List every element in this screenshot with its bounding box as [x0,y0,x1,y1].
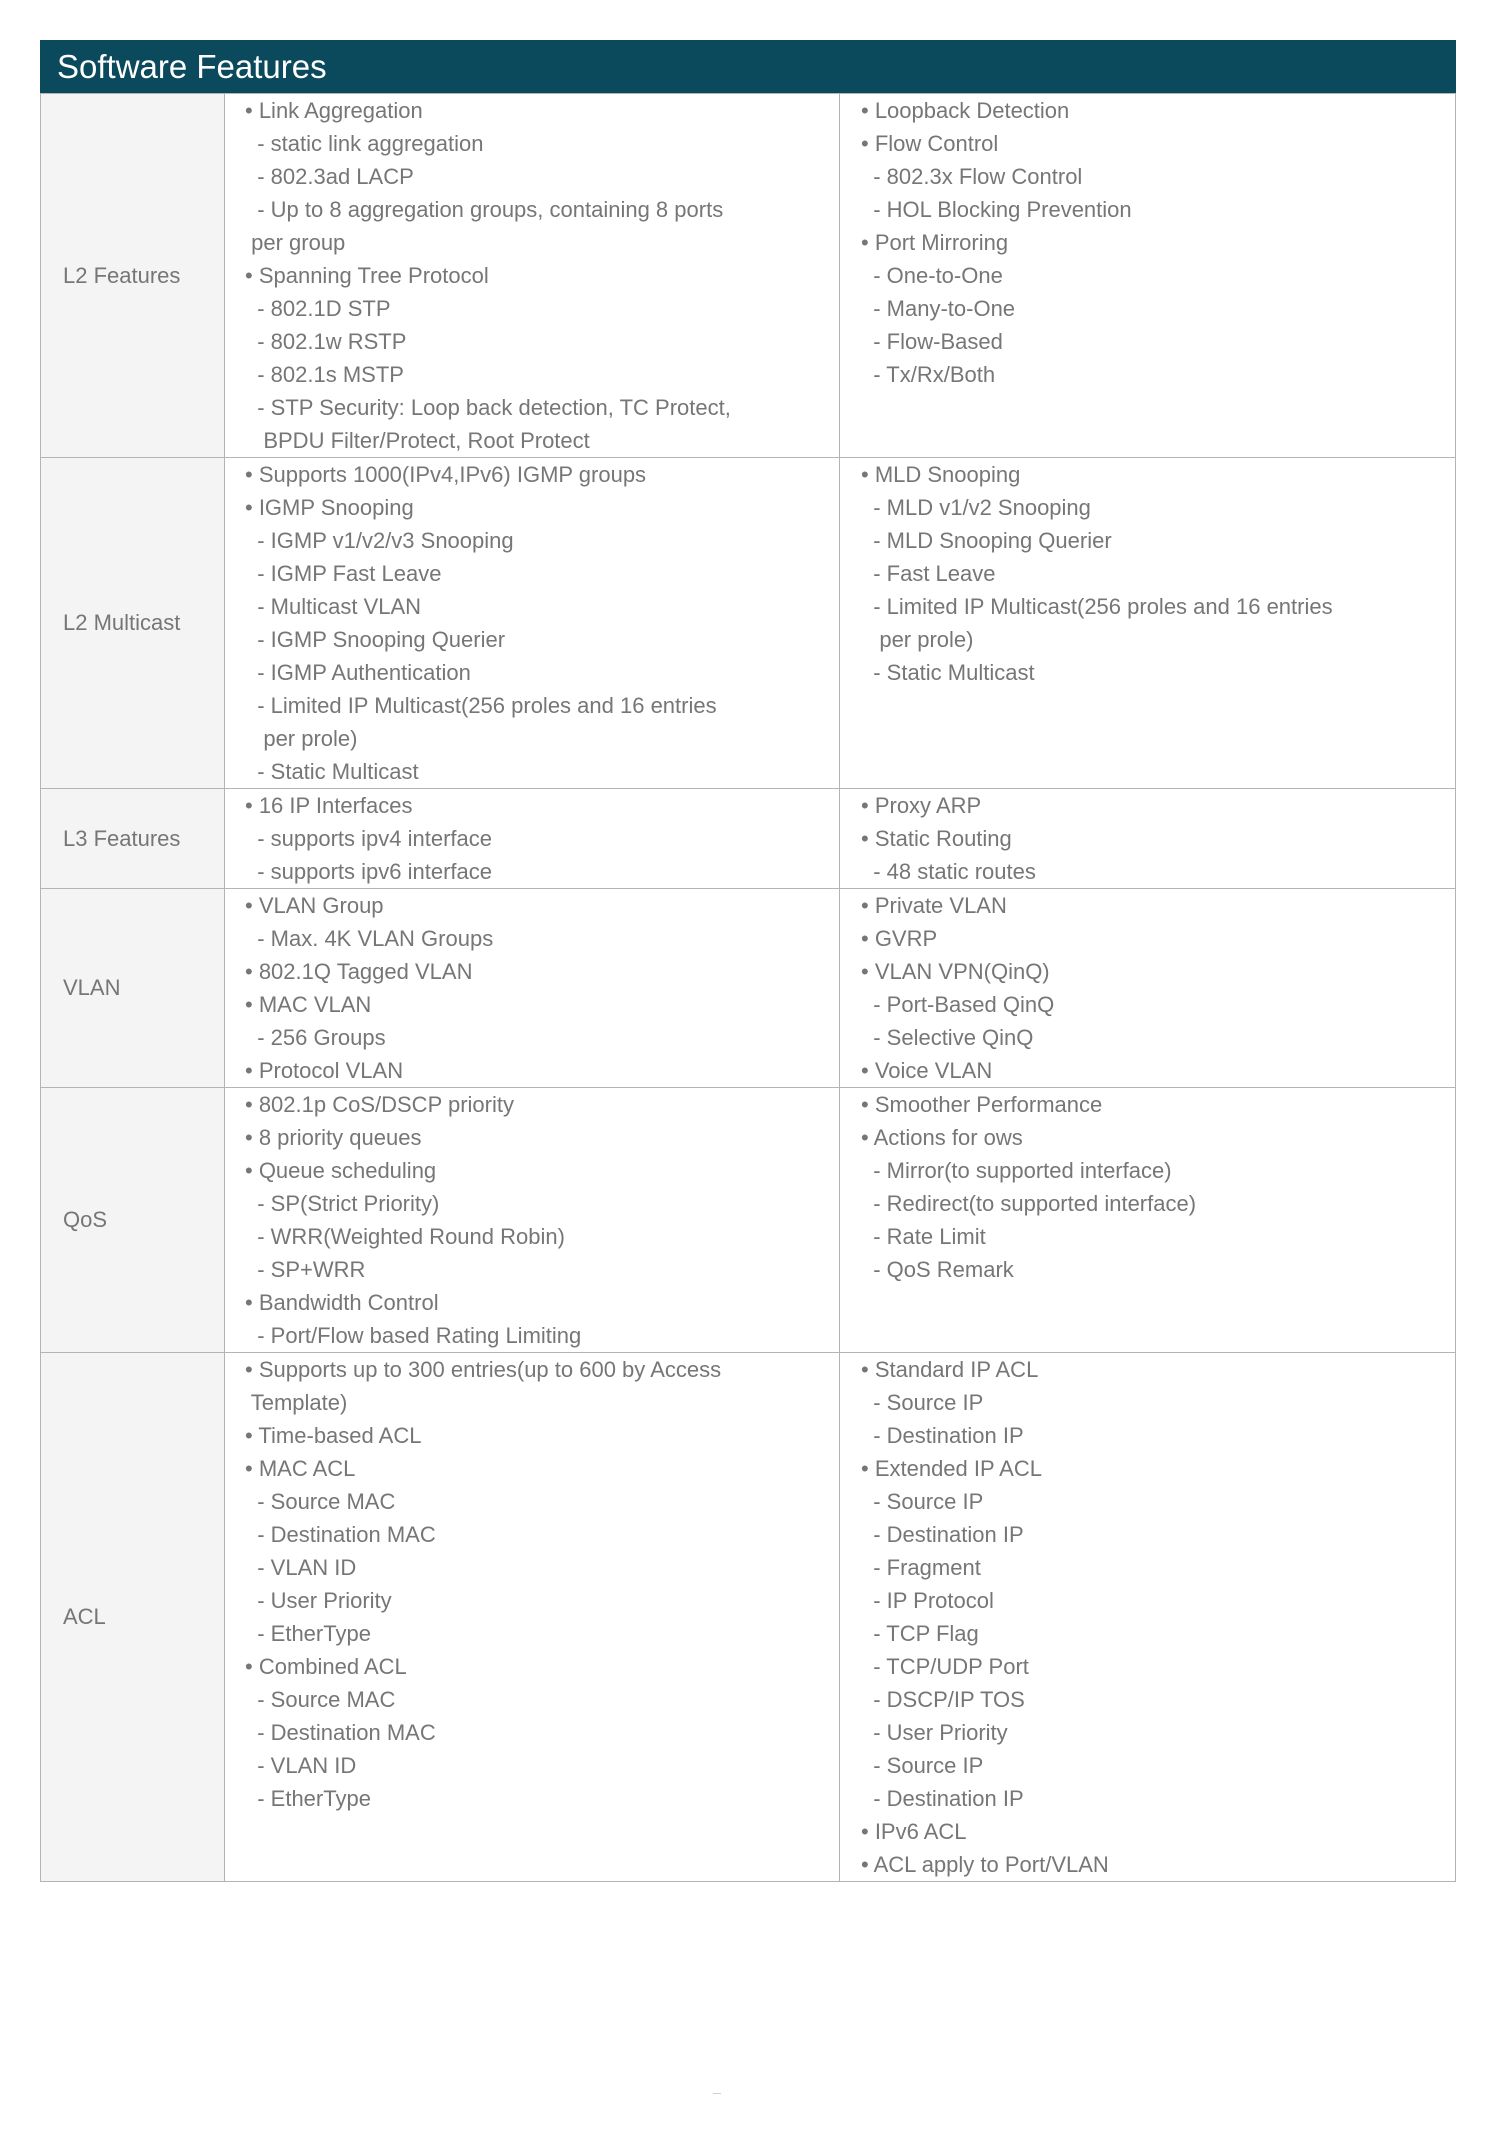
feature-item: • Flow Control [861,131,999,156]
feature-item: • Loopback Detection [861,98,1070,123]
feature-item: - Multicast VLAN [245,594,422,619]
feature-list-right [840,789,1456,889]
feature-item: • MAC ACL [245,1456,356,1481]
feature-category: ACL [41,1353,225,1882]
feature-item: • Voice VLAN [861,1058,993,1083]
feature-category: L3 Features [41,789,225,889]
feature-item: - Mirror(to supported interface) [861,1158,1172,1183]
software-features-sheet [40,40,1456,1882]
feature-item: - MLD Snooping Querier [861,528,1112,553]
feature-item: • MLD Snooping [861,462,1021,487]
feature-item: - Limited IP Multicast(256 proles and 16 entries [245,693,717,718]
feature-category: QoS [41,1088,225,1353]
feature-item: • Combined ACL [245,1654,407,1679]
feature-category: L2 Features [41,94,225,458]
feature-item: - Up to 8 aggregation groups, containing 8 ports [245,197,724,222]
feature-row [41,789,1456,889]
feature-list-right [840,889,1456,1088]
feature-item: • VLAN Group [245,893,384,918]
feature-item: Template) [245,1390,348,1415]
feature-category: VLAN [41,889,225,1088]
feature-item: - Source MAC [245,1687,396,1712]
feature-item: • Actions for ows [861,1125,1023,1150]
feature-item: - STP Security: Loop back detection, TC Protect, [245,395,731,420]
feature-item: - Fast Leave [861,561,996,586]
feature-item: - Tx/Rx/Both [861,362,996,387]
feature-list-right [840,1088,1456,1353]
feature-item: - supports ipv4 interface [245,826,493,851]
feature-item: - Port-Based QinQ [861,992,1055,1017]
feature-item: - 256 Groups [245,1025,386,1050]
feature-list-left [225,1353,840,1882]
feature-item: - SP(Strict Priority) [245,1191,440,1216]
feature-item: • Port Mirroring [861,230,1009,255]
feature-row [41,1088,1456,1353]
feature-item: - Flow-Based [861,329,1003,354]
feature-item: - supports ipv6 interface [245,859,493,884]
feature-item: - Destination IP [861,1522,1024,1547]
feature-item: - VLAN ID [245,1555,357,1580]
feature-item: - IGMP v1/v2/v3 Snooping [245,528,514,553]
feature-item: - 802.3x Flow Control [861,164,1083,189]
feature-item: • Spanning Tree Protocol [245,263,489,288]
features-table [40,93,1456,1882]
feature-item: - IP Protocol [861,1588,994,1613]
feature-item: • Extended IP ACL [861,1456,1042,1481]
feature-item: - TCP Flag [861,1621,979,1646]
feature-item: • Link Aggregation [245,98,423,123]
feature-item: - 802.1w RSTP [245,329,407,354]
feature-item: - Many-to-One [861,296,1016,321]
feature-item: - 802.1s MSTP [245,362,404,387]
feature-item: - 48 static routes [861,859,1036,884]
feature-row [41,94,1456,458]
feature-item: - IGMP Snooping Querier [245,627,506,652]
section-title: Software Features [40,40,1456,93]
feature-item: - Max. 4K VLAN Groups [245,926,494,951]
feature-item: • Private VLAN [861,893,1007,918]
feature-item: • Queue scheduling [245,1158,437,1183]
feature-item: - 802.3ad LACP [245,164,414,189]
feature-item: - WRR(Weighted Round Robin) [245,1224,565,1249]
feature-item: - Port/Flow based Rating Limiting [245,1323,582,1348]
feature-item: - Static Multicast [861,660,1035,685]
feature-item: • VLAN VPN(QinQ) [861,959,1050,984]
feature-item: - Fragment [861,1555,981,1580]
feature-row [41,1353,1456,1882]
feature-item: • 16 IP Interfaces [245,793,413,818]
feature-item: - Destination IP [861,1786,1024,1811]
feature-list-left [225,1088,840,1353]
feature-list-left [225,789,840,889]
feature-item: • ACL apply to Port/VLAN [861,1852,1109,1877]
feature-item: • Supports 1000(IPv4,IPv6) IGMP groups [245,462,647,487]
feature-item: - 802.1D STP [245,296,391,321]
feature-item: • Protocol VLAN [245,1058,404,1083]
page-footer-mark [713,2093,721,2094]
feature-item: • Time-based ACL [245,1423,422,1448]
feature-list-right [840,94,1456,458]
feature-item: - IGMP Fast Leave [245,561,442,586]
feature-item: • 8 priority queues [245,1125,422,1150]
feature-item: - HOL Blocking Prevention [861,197,1132,222]
feature-item: - EtherType [245,1621,371,1646]
feature-list-left [225,458,840,789]
feature-item: - TCP/UDP Port [861,1654,1029,1679]
feature-row [41,889,1456,1088]
feature-category: L2 Multicast [41,458,225,789]
feature-item: - MLD v1/v2 Snooping [861,495,1091,520]
feature-item: • Standard IP ACL [861,1357,1039,1382]
feature-item: - Selective QinQ [861,1025,1034,1050]
feature-item: - Destination MAC [245,1720,436,1745]
feature-item: - static link aggregation [245,131,484,156]
feature-item: • Bandwidth Control [245,1290,439,1315]
feature-item: • MAC VLAN [245,992,372,1017]
feature-item: - Source IP [861,1489,984,1514]
feature-item: • 802.1Q Tagged VLAN [245,959,473,984]
features-table-body [41,94,1456,1882]
feature-item: • Proxy ARP [861,793,982,818]
feature-list-right [840,1353,1456,1882]
feature-item: BPDU Filter/Protect, Root Protect [245,428,590,453]
feature-list-left [225,889,840,1088]
feature-item: - User Priority [861,1720,1008,1745]
feature-item: - SP+WRR [245,1257,366,1282]
feature-item: - QoS Remark [861,1257,1014,1282]
feature-item: per group [245,230,346,255]
feature-row [41,458,1456,789]
feature-item: - Static Multicast [245,759,419,784]
feature-item: - Source IP [861,1390,984,1415]
feature-item: - Limited IP Multicast(256 proles and 16 entries [861,594,1333,619]
feature-item: - DSCP/IP TOS [861,1687,1025,1712]
feature-item: - Source MAC [245,1489,396,1514]
feature-item: • Smoother Performance [861,1092,1103,1117]
feature-item: - Rate Limit [861,1224,986,1249]
feature-item: - Destination IP [861,1423,1024,1448]
feature-list-right [840,458,1456,789]
feature-item: - Source IP [861,1753,984,1778]
feature-item: - IGMP Authentication [245,660,471,685]
feature-item: • Supports up to 300 entries(up to 600 by Access [245,1357,722,1382]
feature-item: • Static Routing [861,826,1012,851]
feature-item: - User Priority [245,1588,392,1613]
feature-item: - VLAN ID [245,1753,357,1778]
feature-item: - EtherType [245,1786,371,1811]
feature-item: per prole) [245,726,358,751]
feature-item: • IGMP Snooping [245,495,414,520]
feature-list-left [225,94,840,458]
feature-item: • 802.1p CoS/DSCP priority [245,1092,514,1117]
feature-item: • IPv6 ACL [861,1819,967,1844]
feature-item: - Redirect(to supported interface) [861,1191,1197,1216]
feature-item: • GVRP [861,926,938,951]
feature-item: - Destination MAC [245,1522,436,1547]
feature-item: - One-to-One [861,263,1003,288]
feature-item: per prole) [861,627,974,652]
